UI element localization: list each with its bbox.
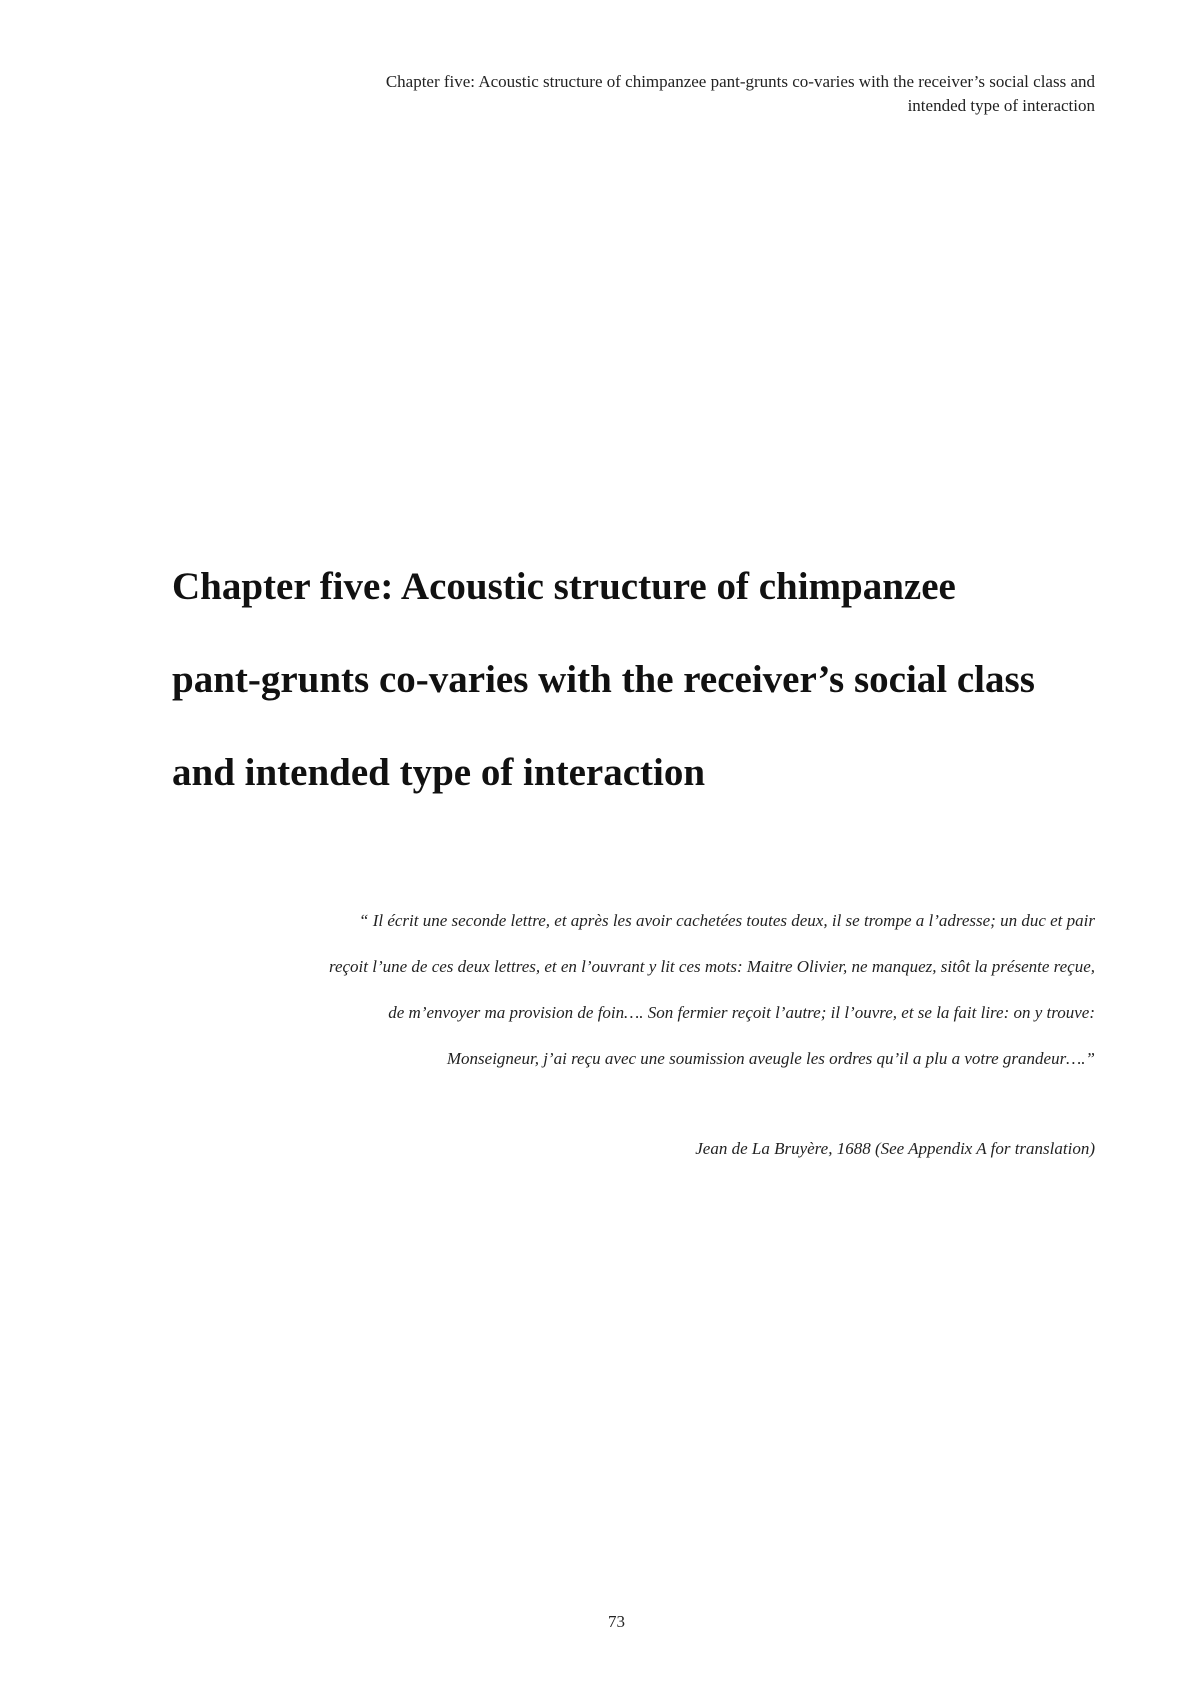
chapter-title-line: and intended type of interaction bbox=[172, 751, 706, 794]
running-header-line: Chapter five: Acoustic structure of chimpanzee pant-grunts co-varies with the receiver’s social class and bbox=[385, 72, 1095, 91]
epigraph-quote bbox=[172, 898, 1095, 1082]
chapter-title bbox=[172, 540, 1112, 819]
epigraph-attribution: Jean de La Bruyère, 1688 (See Appendix A for translation) bbox=[695, 1139, 1095, 1158]
epigraph-line: de m’envoyer ma provision de foin…. Son fermier reçoit l’autre; il l’ouvre, et se la fait lire: on y trouve: bbox=[388, 1003, 1095, 1022]
chapter-title-line: Chapter five: Acoustic structure of chimpanzee bbox=[172, 565, 956, 608]
page-number: 73 bbox=[608, 1612, 625, 1631]
epigraph-line: Monseigneur, j’ai reçu avec une soumission aveugle les ordres qu’il a plu a votre grandeur….” bbox=[446, 1049, 1095, 1068]
running-header bbox=[180, 70, 1095, 118]
epigraph-line: reçoit l’une de ces deux lettres, et en l’ouvrant y lit ces mots: Maitre Olivier, ne manquez, sitôt la présente reçue, bbox=[328, 957, 1095, 976]
epigraph-line: “ Il écrit une seconde lettre, et après les avoir cachetées toutes deux, il se trompe a l’adresse; un duc et pair bbox=[358, 911, 1095, 930]
chapter-title-line: pant-grunts co-varies with the receiver’s social class bbox=[172, 658, 1035, 701]
running-header-line: intended type of interaction bbox=[907, 96, 1095, 115]
